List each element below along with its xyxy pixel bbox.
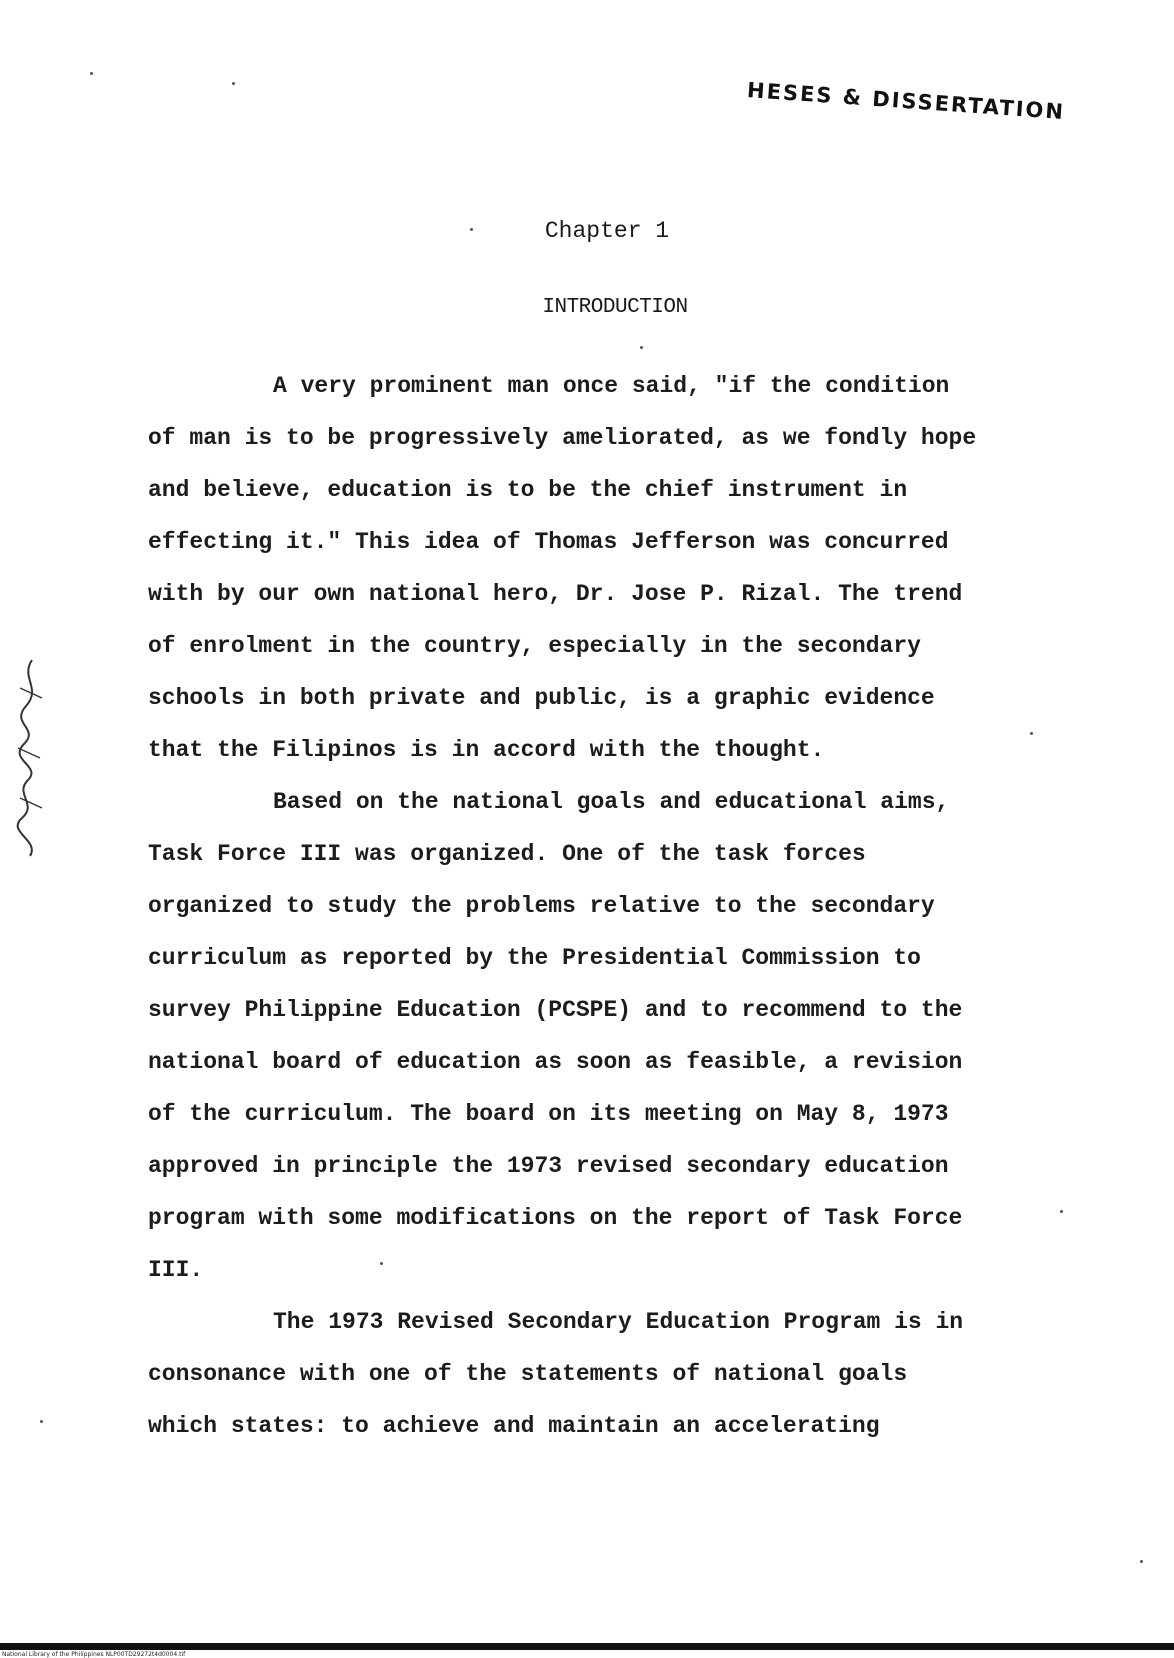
footer-caption: National Library of the Philippines NLP00TD29272t4d0004.tif bbox=[2, 1651, 186, 1658]
scan-speck bbox=[1060, 1210, 1063, 1213]
text-line: with by our own national hero, Dr. Jose P. Rizal. The trend bbox=[148, 581, 963, 607]
text-line: which states: to achieve and maintain an accelerating bbox=[148, 1413, 880, 1439]
text-line: of enrolment in the country, especially in the secondary bbox=[148, 633, 921, 659]
body-text bbox=[148, 360, 1108, 1452]
text-line: and believe, education is to be the chief instrument in bbox=[148, 477, 908, 503]
text-line: The 1973 Revised Secondary Education Program is in bbox=[273, 1309, 964, 1335]
scan-speck bbox=[640, 346, 643, 349]
paragraph-3 bbox=[148, 1296, 1108, 1452]
text-line: of the curriculum. The board on its meeting on May 8, 1973 bbox=[148, 1101, 949, 1127]
scan-speck bbox=[380, 1262, 383, 1265]
theses-dissertation-stamp: HESES & DISSERTATION bbox=[746, 78, 1066, 125]
text-line: that the Filipinos is in accord with the thought. bbox=[148, 737, 825, 763]
handwritten-margin-note bbox=[12, 658, 52, 858]
scan-speck bbox=[40, 1420, 43, 1423]
text-line: survey Philippine Education (PCSPE) and to recommend to the bbox=[148, 997, 963, 1023]
section-title: INTRODUCTION bbox=[542, 296, 688, 319]
chapter-heading: Chapter 1 bbox=[544, 218, 670, 244]
scan-speck bbox=[470, 228, 473, 231]
text-line: III. bbox=[148, 1257, 204, 1283]
text-line: curriculum as reported by the Presidential Commission to bbox=[148, 945, 921, 971]
text-line: A very prominent man once said, "if the condition bbox=[273, 373, 950, 399]
paragraph-1 bbox=[148, 360, 1108, 776]
text-line: approved in principle the 1973 revised secondary education bbox=[148, 1153, 949, 1179]
scan-speck bbox=[232, 82, 235, 85]
text-line: consonance with one of the statements of national goals bbox=[148, 1361, 908, 1387]
scan-speck bbox=[90, 72, 93, 75]
text-line: organized to study the problems relative to the secondary bbox=[148, 893, 935, 919]
scan-border bbox=[0, 1643, 1174, 1650]
text-line: of man is to be progressively ameliorated, as we fondly hope bbox=[148, 425, 977, 451]
text-line: Based on the national goals and educational aims, bbox=[273, 789, 950, 815]
scan-speck bbox=[1140, 1560, 1143, 1563]
text-line: national board of education as soon as feasible, a revision bbox=[148, 1049, 963, 1075]
text-line: schools in both private and public, is a graphic evidence bbox=[148, 685, 935, 711]
text-line: effecting it." This idea of Thomas Jefferson was concurred bbox=[148, 529, 949, 555]
scan-speck bbox=[1030, 732, 1033, 735]
text-line: Task Force III was organized. One of the task forces bbox=[148, 841, 866, 867]
paragraph-2 bbox=[148, 776, 1108, 1296]
text-line: program with some modifications on the report of Task Force bbox=[148, 1205, 963, 1231]
